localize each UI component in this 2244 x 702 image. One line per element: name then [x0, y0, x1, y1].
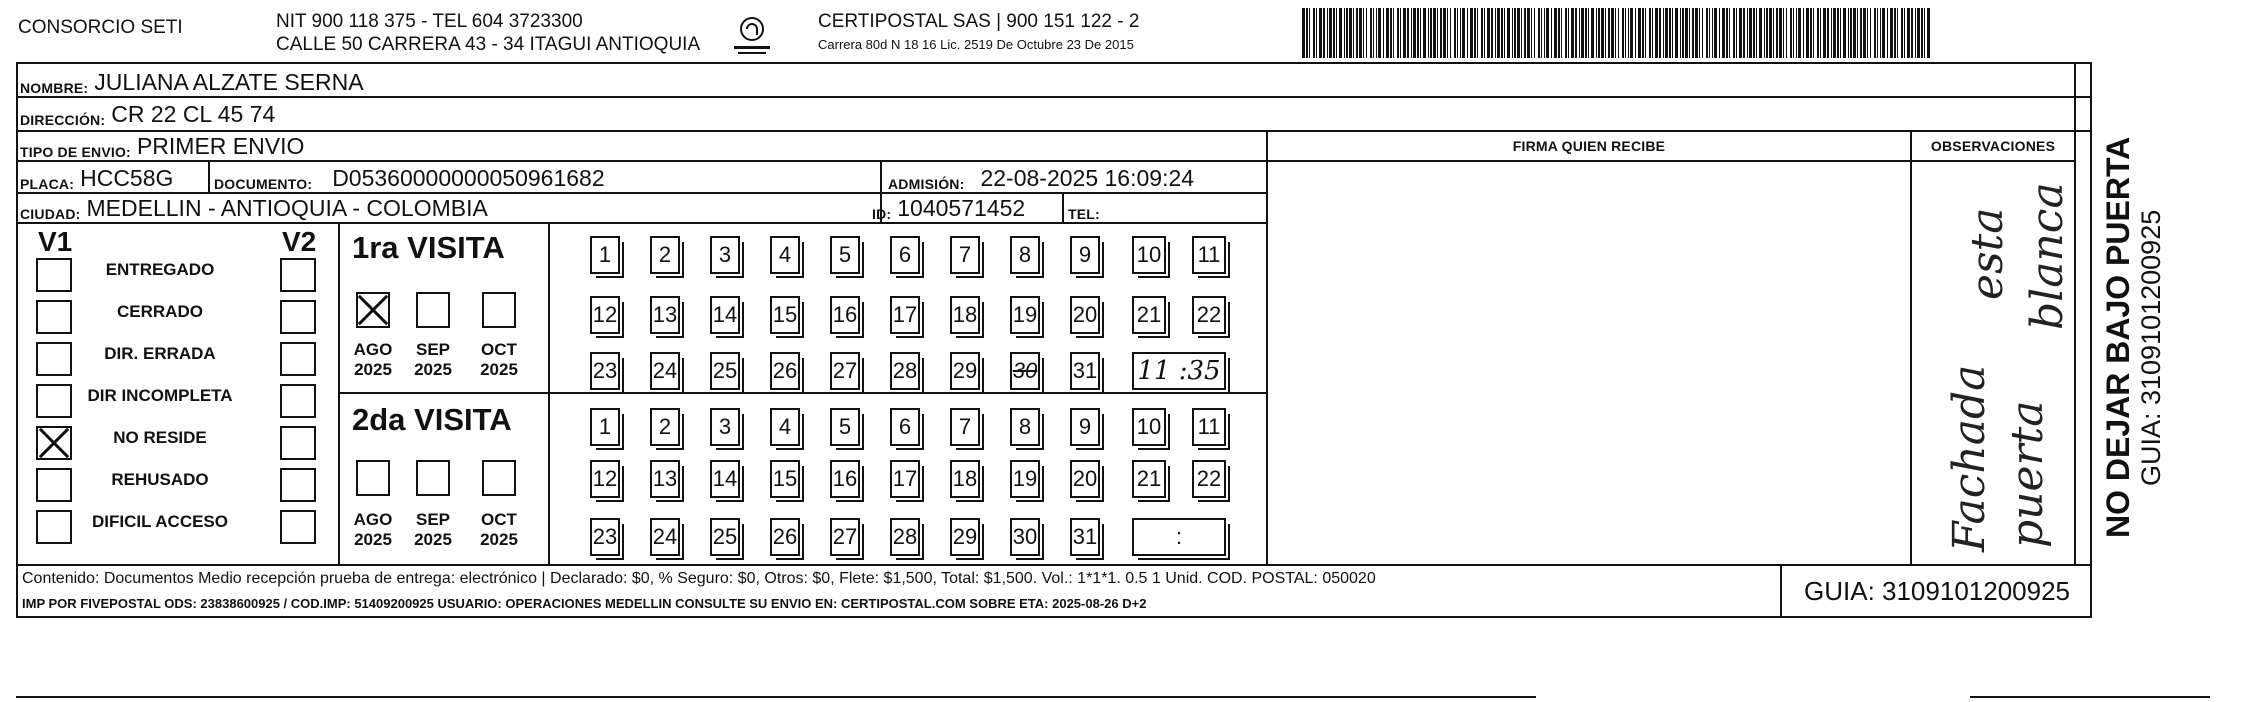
visita1-title: 1ra VISITA [352, 230, 505, 265]
visita1-month-checkbox-2[interactable] [482, 292, 516, 328]
visita1-day-9[interactable]: 9 [1070, 236, 1100, 274]
v1-label: V1 [38, 226, 73, 257]
visita1-day-23[interactable]: 23 [590, 352, 620, 390]
visita1-day-24[interactable]: 24 [650, 352, 680, 390]
visita1-day-13[interactable]: 13 [650, 296, 680, 334]
nombre-row [20, 66, 364, 96]
visita1-day-10[interactable]: 10 [1132, 236, 1166, 274]
visita1-month-label-2 [469, 340, 529, 380]
visita2-day-23[interactable]: 23 [590, 518, 620, 556]
visita2-day-1[interactable]: 1 [590, 408, 620, 446]
v2-checkbox-0[interactable] [280, 258, 316, 292]
id-value: 1040571452 [897, 195, 1026, 221]
visita2-day-19[interactable]: 19 [1010, 460, 1040, 498]
visita1-day-26[interactable]: 26 [770, 352, 800, 390]
visita1-month-name-0: AGO [353, 340, 393, 359]
v2-checkbox-1[interactable] [280, 300, 316, 334]
visita2-day-30[interactable]: 30 [1010, 518, 1040, 556]
status-label-3: DIR INCOMPLETA [87, 386, 233, 405]
visita2-day-17[interactable]: 17 [890, 460, 920, 498]
tel-label: TEL: [1068, 206, 1100, 222]
visita2-month-label-1 [403, 510, 463, 550]
visita2-month-checkbox-1[interactable] [416, 460, 450, 496]
visita1-day-14[interactable]: 14 [710, 296, 740, 334]
visita1-day-3[interactable]: 3 [710, 236, 740, 274]
visita1-month-label-1 [403, 340, 463, 380]
visita2-day-10[interactable]: 10 [1132, 408, 1166, 446]
visita1-day-6[interactable]: 6 [890, 236, 920, 274]
documento-label: DOCUMENTO: [214, 176, 313, 192]
visita1-day-12[interactable]: 12 [590, 296, 620, 334]
side-guia: GUIA: 3109101200925 [2136, 209, 2166, 486]
visita2-month-checkbox-0[interactable] [356, 460, 390, 496]
visita2-title: 2da VISITA [352, 402, 512, 437]
nombre-value: JULIANA ALZATE SERNA [94, 69, 364, 95]
signature-area [1268, 162, 1910, 564]
visita1-day-30[interactable]: 30 [1010, 352, 1040, 390]
visita2-day-26[interactable]: 26 [770, 518, 800, 556]
placa-label: PLACA: [20, 176, 75, 192]
ciudad-label: CIUDAD: [20, 206, 81, 222]
firma-label: FIRMA QUIEN RECIBE [1512, 138, 1666, 154]
visita2-month-checkbox-2[interactable] [482, 460, 516, 496]
visita2-day-28[interactable]: 28 [890, 518, 920, 556]
documento-cell [214, 164, 605, 192]
observaciones-label: OBSERVACIONES [1930, 138, 2056, 154]
visita2-month-year-2: 2025 [480, 530, 518, 549]
admision-value: 22-08-2025 16:09:24 [980, 165, 1195, 191]
visita2-day-21[interactable]: 21 [1132, 460, 1166, 498]
footer-contenido: Contenido: Documentos Medio recepción prueba de entrega: electrónico | Declarado: $0, % Seguro: $0, Otros: $0, Flete: $1,500, Total: $1,500. Vol.: 1*1*1. 0.5 1 Unid. COD. POSTAL: 050020 [22, 570, 1376, 587]
visita1-day-5[interactable]: 5 [830, 236, 860, 274]
direccion-label: DIRECCIÓN: [20, 112, 106, 128]
tipo-envio-value: PRIMER ENVIO [136, 133, 305, 159]
obs-hand-2: blanca [2022, 182, 2073, 330]
visita2-month-name-2: OCT [481, 510, 517, 529]
company-name: CONSORCIO SETI [18, 17, 183, 38]
v2-checkbox-5[interactable] [280, 468, 316, 502]
certipostal-line: CERTIPOSTAL SAS | 900 151 122 - 2 [818, 11, 1140, 32]
tipo-envio-row [20, 132, 304, 160]
visita1-month-name-2: OCT [481, 340, 517, 359]
visita2-day-9[interactable]: 9 [1070, 408, 1100, 446]
status-label-1: CERRADO [117, 302, 203, 321]
visita2-day-20[interactable]: 20 [1070, 460, 1100, 498]
v2-label: V2 [282, 226, 317, 257]
visita2-day-12[interactable]: 12 [590, 460, 620, 498]
visita2-day-2[interactable]: 2 [650, 408, 680, 446]
visita1-day-25[interactable]: 25 [710, 352, 740, 390]
visita1-day-22[interactable]: 22 [1192, 296, 1226, 334]
visita2-time-box[interactable]: : [1132, 518, 1226, 556]
visita2-month-year-0: 2025 [354, 530, 392, 549]
visita2-day-31[interactable]: 31 [1070, 518, 1100, 556]
visita1-day-4[interactable]: 4 [770, 236, 800, 274]
visita2-day-8[interactable]: 8 [1010, 408, 1040, 446]
obs-hand-1: esta [1962, 207, 2013, 300]
visita2-day-3[interactable]: 3 [710, 408, 740, 446]
visita1-month-year-0: 2025 [354, 360, 392, 379]
visita2-day-29[interactable]: 29 [950, 518, 980, 556]
status-label-5: REHUSADO [111, 470, 209, 489]
tel-cell [1068, 194, 1100, 222]
status-label-4: NO RESIDE [113, 428, 207, 447]
barcode [1302, 8, 1938, 58]
visita2-month-name-0: AGO [353, 510, 393, 529]
footer-guia: GUIA: 3109101200925 [1804, 576, 2070, 606]
status-label-6: DIFICIL ACCESO [91, 512, 228, 531]
visita1-day-7[interactable]: 7 [950, 236, 980, 274]
visita2-day-5[interactable]: 5 [830, 408, 860, 446]
visita1-day-11[interactable]: 11 [1192, 236, 1226, 274]
visita2-day-24[interactable]: 24 [650, 518, 680, 556]
documento-value: D05360000000050961682 [332, 165, 605, 191]
direccion-value: CR 22 CL 45 74 [111, 101, 276, 127]
visita1-day-8[interactable]: 8 [1010, 236, 1040, 274]
visita1-day-31[interactable]: 31 [1070, 352, 1100, 390]
id-label: ID: [872, 206, 892, 222]
visita2-day-18[interactable]: 18 [950, 460, 980, 498]
visita2-day-11[interactable]: 11 [1192, 408, 1226, 446]
license-line: Carrera 80d N 18 16 Lic. 2519 De Octubre 23 De 2015 [818, 37, 1134, 52]
visita1-day-15[interactable]: 15 [770, 296, 800, 334]
status-label-0: ENTREGADO [105, 260, 215, 279]
nit-line: NIT 900 118 375 - TEL 604 3723300 [276, 11, 583, 32]
visita2-month-label-2 [469, 510, 529, 550]
v2-checkbox-6[interactable] [280, 510, 316, 544]
certipostal-logo [730, 14, 774, 58]
id-cell [872, 194, 1025, 222]
ciudad-cell [20, 194, 488, 222]
visita1-day-29[interactable]: 29 [950, 352, 980, 390]
admision-cell [888, 164, 1194, 192]
visita1-day-28[interactable]: 28 [890, 352, 920, 390]
visita1-month-year-2: 2025 [480, 360, 518, 379]
visita1-day-2[interactable]: 2 [650, 236, 680, 274]
visita1-month-name-1: SEP [415, 340, 451, 359]
v2-checkbox-3[interactable] [280, 384, 316, 418]
direccion-row [20, 100, 275, 128]
status-label-2: DIR. ERRADA [104, 344, 216, 363]
obs-hand-4: puerta [2002, 400, 2053, 548]
visita2-month-name-1: SEP [415, 510, 451, 529]
visita1-day-1[interactable]: 1 [590, 236, 620, 274]
visita2-day-4[interactable]: 4 [770, 408, 800, 446]
v2-checkbox-4[interactable] [280, 426, 316, 460]
visita1-day-20[interactable]: 20 [1070, 296, 1100, 334]
visita1-time-box[interactable]: 11 :35 [1132, 352, 1226, 390]
v2-checkbox-2[interactable] [280, 342, 316, 376]
visita1-month-checkbox-1[interactable] [416, 292, 450, 328]
visita2-day-25[interactable]: 25 [710, 518, 740, 556]
visita1-month-year-1: 2025 [414, 360, 452, 379]
visita2-day-15[interactable]: 15 [770, 460, 800, 498]
footer-imp: IMP POR FIVEPOSTAL ODS: 23838600925 / COD.IMP: 51409200925 USUARIO: OPERACIONES MEDELLIN CONSULTE SU ENVIO EN: CERTIPOSTAL.COM SOBRE ETA: 2025-08-26 D+2 [22, 596, 1147, 611]
visita2-day-27[interactable]: 27 [830, 518, 860, 556]
visita2-month-year-1: 2025 [414, 530, 452, 549]
visita1-day-18[interactable]: 18 [950, 296, 980, 334]
visita2-day-7[interactable]: 7 [950, 408, 980, 446]
visita2-day-22[interactable]: 22 [1192, 460, 1226, 498]
visita2-day-6[interactable]: 6 [890, 408, 920, 446]
nombre-label: NOMBRE: [20, 80, 89, 96]
visita2-day-13[interactable]: 13 [650, 460, 680, 498]
obs-hand-3: Fachada [1944, 364, 1995, 552]
visita2-month-label-0 [343, 510, 403, 550]
visita1-day-17[interactable]: 17 [890, 296, 920, 334]
visita1-day-19[interactable]: 19 [1010, 296, 1040, 334]
visita2-day-16[interactable]: 16 [830, 460, 860, 498]
ciudad-value: MEDELLIN - ANTIOQUIA - COLOMBIA [86, 195, 488, 221]
visita1-day-21[interactable]: 21 [1132, 296, 1166, 334]
tipo-envio-label: TIPO DE ENVIO: [20, 144, 131, 160]
visita2-day-14[interactable]: 14 [710, 460, 740, 498]
placa-value: HCC58G [80, 165, 174, 191]
visita1-month-label-0 [343, 340, 403, 380]
side-warning: NO DEJAR BAJO PUERTA [2100, 136, 2136, 538]
address-line: CALLE 50 CARRERA 43 - 34 ITAGUI ANTIOQUIA [276, 34, 701, 55]
visita1-month-checkbox-0[interactable] [356, 292, 390, 328]
admision-label: ADMISIÓN: [888, 176, 965, 192]
visita1-day-27[interactable]: 27 [830, 352, 860, 390]
placa-cell [20, 164, 173, 192]
visita1-day-16[interactable]: 16 [830, 296, 860, 334]
